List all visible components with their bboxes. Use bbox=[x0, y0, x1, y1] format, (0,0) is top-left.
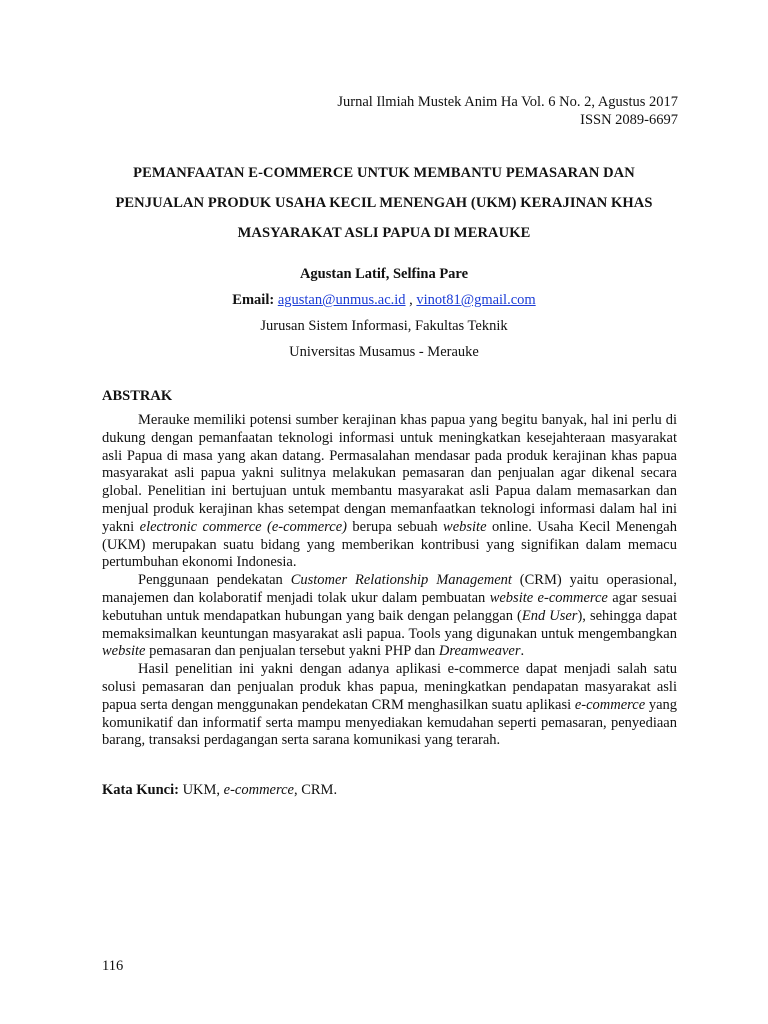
email-label: Email: bbox=[232, 292, 275, 308]
university: Universitas Musamus - Merauke bbox=[289, 344, 479, 360]
author-names: Agustan Latif, Selfina Pare bbox=[299, 266, 469, 282]
issn: ISSN 2089-6697 bbox=[580, 112, 678, 128]
email-link-1[interactable]: agustan@unmus.ac.id bbox=[277, 292, 406, 308]
keywords-label: Kata Kunci: bbox=[102, 782, 179, 798]
title-line-1: PEMANFAATAN E-COMMERCE UNTUK MEMBANTU PEMASARAN DAN bbox=[133, 165, 635, 181]
abstract-body bbox=[102, 412, 677, 750]
journal-name: Jurnal Ilmiah Mustek Anim Ha Vol. 6 No. 2, Agustus 2017 bbox=[337, 94, 678, 110]
email-link-2[interactable]: vinot81@gmail.com bbox=[416, 292, 536, 308]
keywords: Kata Kunci: UKM, e-commerce, CRM. bbox=[102, 782, 338, 798]
title-line-2: PENJUALAN PRODUK USAHA KECIL MENENGAH (UKM) KERAJINAN KHAS bbox=[115, 195, 653, 211]
abstract-paragraph-1: Merauke memiliki potensi sumber kerajinan khas papua yang begitu banyak, hal ini perlu di dukung dengan pemanfaatan teknologi informasi untuk meningkatkan kesejahteraan masyarakat asli Papua di masa yang akan datang. Permasalahan mendasar pada produk kerajinan khas papua masyarakat asli papua yakni sulitnya melakukan pemasaran dan penjualan agar dikenal secara global. Penelitian ini bertujuan untuk membantu masyarakat asli Papua dalam memasarkan dan menjual produk kerajinan khas setempat dengan memanfaatkan teknologi informasi dalam hal ini yakni electronic commerce (e-commerce) berupa sebuah website online. Usaha Kecil Menengah (UKM) merupakan suatu bidang yang memberikan kontribusi yang signifikan dalam memacu pertumbuhan ekonomi Indonesia. bbox=[102, 412, 677, 571]
email-separator: , bbox=[405, 292, 417, 308]
author-block bbox=[90, 261, 678, 365]
abstract-paragraph-3: Hasil penelitian ini yakni dengan adanya aplikasi e-commerce dapat menjadi salah satu solusi pemasaran dan penjualan produk khas papua, meningkatkan pendapatan masyarakat asli papua serta dengan menggunakan pendekatan CRM menghasilkan suatu aplikasi e-commerce yang komunikatif dan informatif serta mampu menyediakan kemudahan seperti pemasaran, penyediaan barang, transaksi perdagangan serta sarana komunikasi yang terarah. bbox=[102, 661, 678, 749]
department: Jurusan Sistem Informasi, Fakultas Teknik bbox=[260, 318, 508, 334]
journal-header bbox=[337, 93, 678, 129]
abstract-heading: ABSTRAK bbox=[102, 388, 173, 404]
abstract-paragraph-2: Penggunaan pendekatan Customer Relationship Management (CRM) yaitu operasional, manajemen dan kolaboratif menjadi tolak ukur dalam pembuatan website e-commerce agar sesuai kebutuhan untuk mendapatkan hubungan yang baik dengan pelanggan (End User), sehingga dapat memaksimalkan keuntungan masyarakat asli papua. Tools yang digunakan untuk mengembangkan website pemasaran dan penjualan tersebut yakni PHP dan Dreamweaver. bbox=[102, 572, 677, 660]
paper-title bbox=[90, 158, 678, 248]
title-line-3: MASYARAKAT ASLI PAPUA DI MERAUKE bbox=[237, 225, 531, 241]
email-line bbox=[90, 287, 678, 313]
page-number: 116 bbox=[102, 958, 124, 974]
